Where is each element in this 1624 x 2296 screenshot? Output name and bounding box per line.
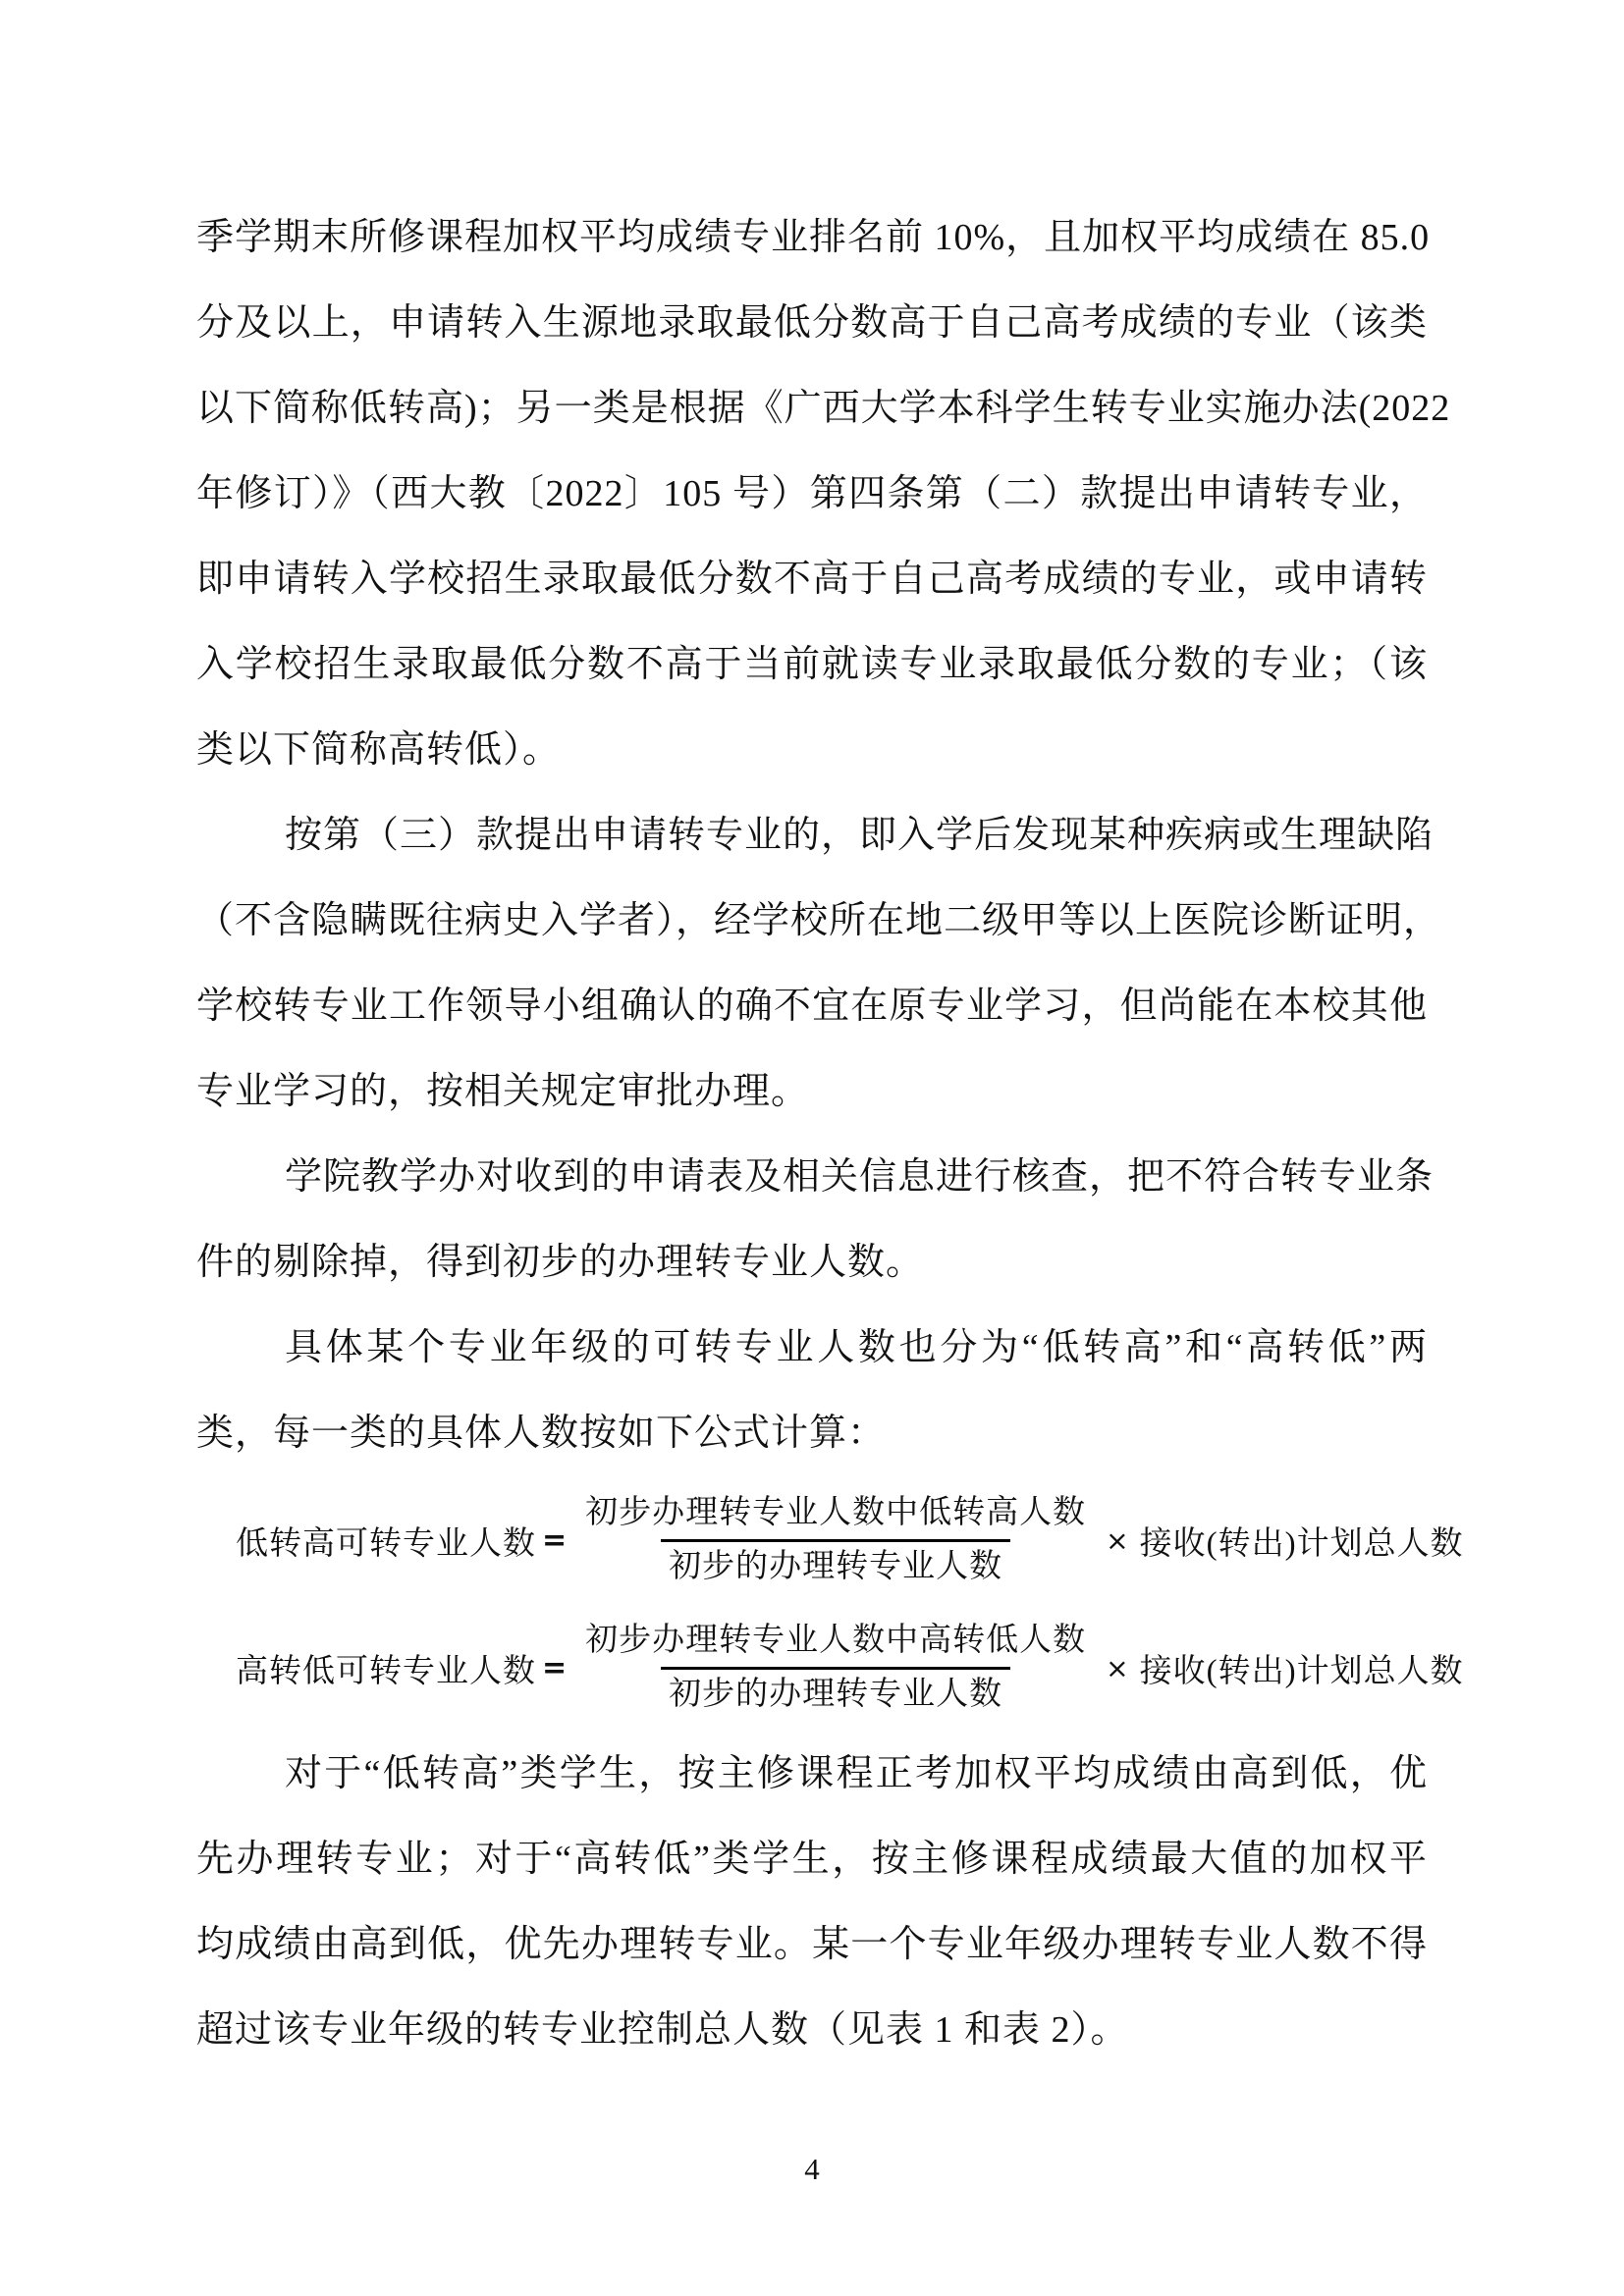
formula-rhs: 接收(转出)计划总人数 [1139,1653,1464,1689]
text-line: 入学校招生录取最低分数不高于当前就读专业录取最低分数的专业；（该 [196,644,1428,685]
text-line: 分及以上，申请转入生源地录取最低分数高于自己高考成绩的专业（该类 [196,302,1428,344]
text-line: 按第（三）款提出申请转专业的，即入学后发现某种疾病或生理缺陷 [285,815,1435,856]
text-line: 年修订）》（西大教〔2022〕105 号）第四条第（二）款提出申请转专业， [196,473,1428,514]
text-line: 以下简称低转高)；另一类是根据《广西大学本科学生转专业实施办法(2022 [196,388,1451,429]
text-line: 先办理转专业；对于“高转低”类学生，按主修课程成绩最大值的加权平 [196,1839,1428,1880]
formula-high-to-low [196,1604,1464,1732]
text-line: 对于“低转高”类学生，按主修课程正考加权平均成绩由高到低，优 [285,1753,1428,1794]
text-line: 具体某个专业年级的可转专业人数也分为“低转高”和“高转低”两 [285,1327,1428,1368]
fraction-denominator: 初步的办理转专业人数 [661,1667,1010,1714]
text-line: 即申请转入学校招生录取最低分数不高于自己高考成绩的专业，或申请转 [196,559,1428,600]
formula-lhs: 高转低可转专业人数 [236,1653,536,1689]
equals-sign: = [542,1522,568,1558]
text-line: 学院教学办对收到的申请表及相关信息进行核查，把不符合转专业条 [285,1156,1435,1198]
text-line: 季学期末所修课程加权平均成绩专业排名前 10%，且加权平均成绩在 85.0 [196,217,1431,258]
fraction-denominator: 初步的办理转专业人数 [661,1539,1010,1586]
fraction [577,1495,1094,1586]
multiply-sign: × [1106,1523,1130,1557]
formula-lhs: 低转高可转专业人数 [236,1525,536,1562]
text-line: （不含隐瞒既往病史入学者），经学校所在地二级甲等以上医院诊断证明， [196,900,1442,941]
text-line: 学校转专业工作领导小组确认的确不宜在原专业学习，但尚能在本校其他 [196,986,1428,1027]
fraction-numerator: 初步办理转专业人数中低转高人数 [585,1494,1087,1530]
fraction-numerator: 初步办理转专业人数中高转低人数 [585,1622,1087,1658]
equals-sign: = [542,1650,568,1685]
formula-rhs: 接收(转出)计划总人数 [1139,1525,1464,1562]
formula-low-to-high [196,1476,1464,1604]
document-body [196,195,1464,2073]
multiply-sign: × [1106,1651,1130,1684]
text-line: 类以下简称高转低）。 [196,729,562,771]
text-line: 件的剔除掉，得到初步的办理转专业人数。 [196,1242,925,1283]
text-line: 均成绩由高到低，优先办理转专业。某一个专业年级办理转专业人数不得 [196,1924,1428,1965]
text-line: 专业学习的，按相关规定审批办理。 [196,1071,810,1112]
text-line: 类，每一类的具体人数按如下公式计算： [196,1413,887,1454]
text-line: 超过该专业年级的转专业控制总人数（见表 1 和表 2）。 [196,2009,1129,2051]
fraction [577,1623,1094,1714]
page-number: 4 [804,2152,820,2186]
